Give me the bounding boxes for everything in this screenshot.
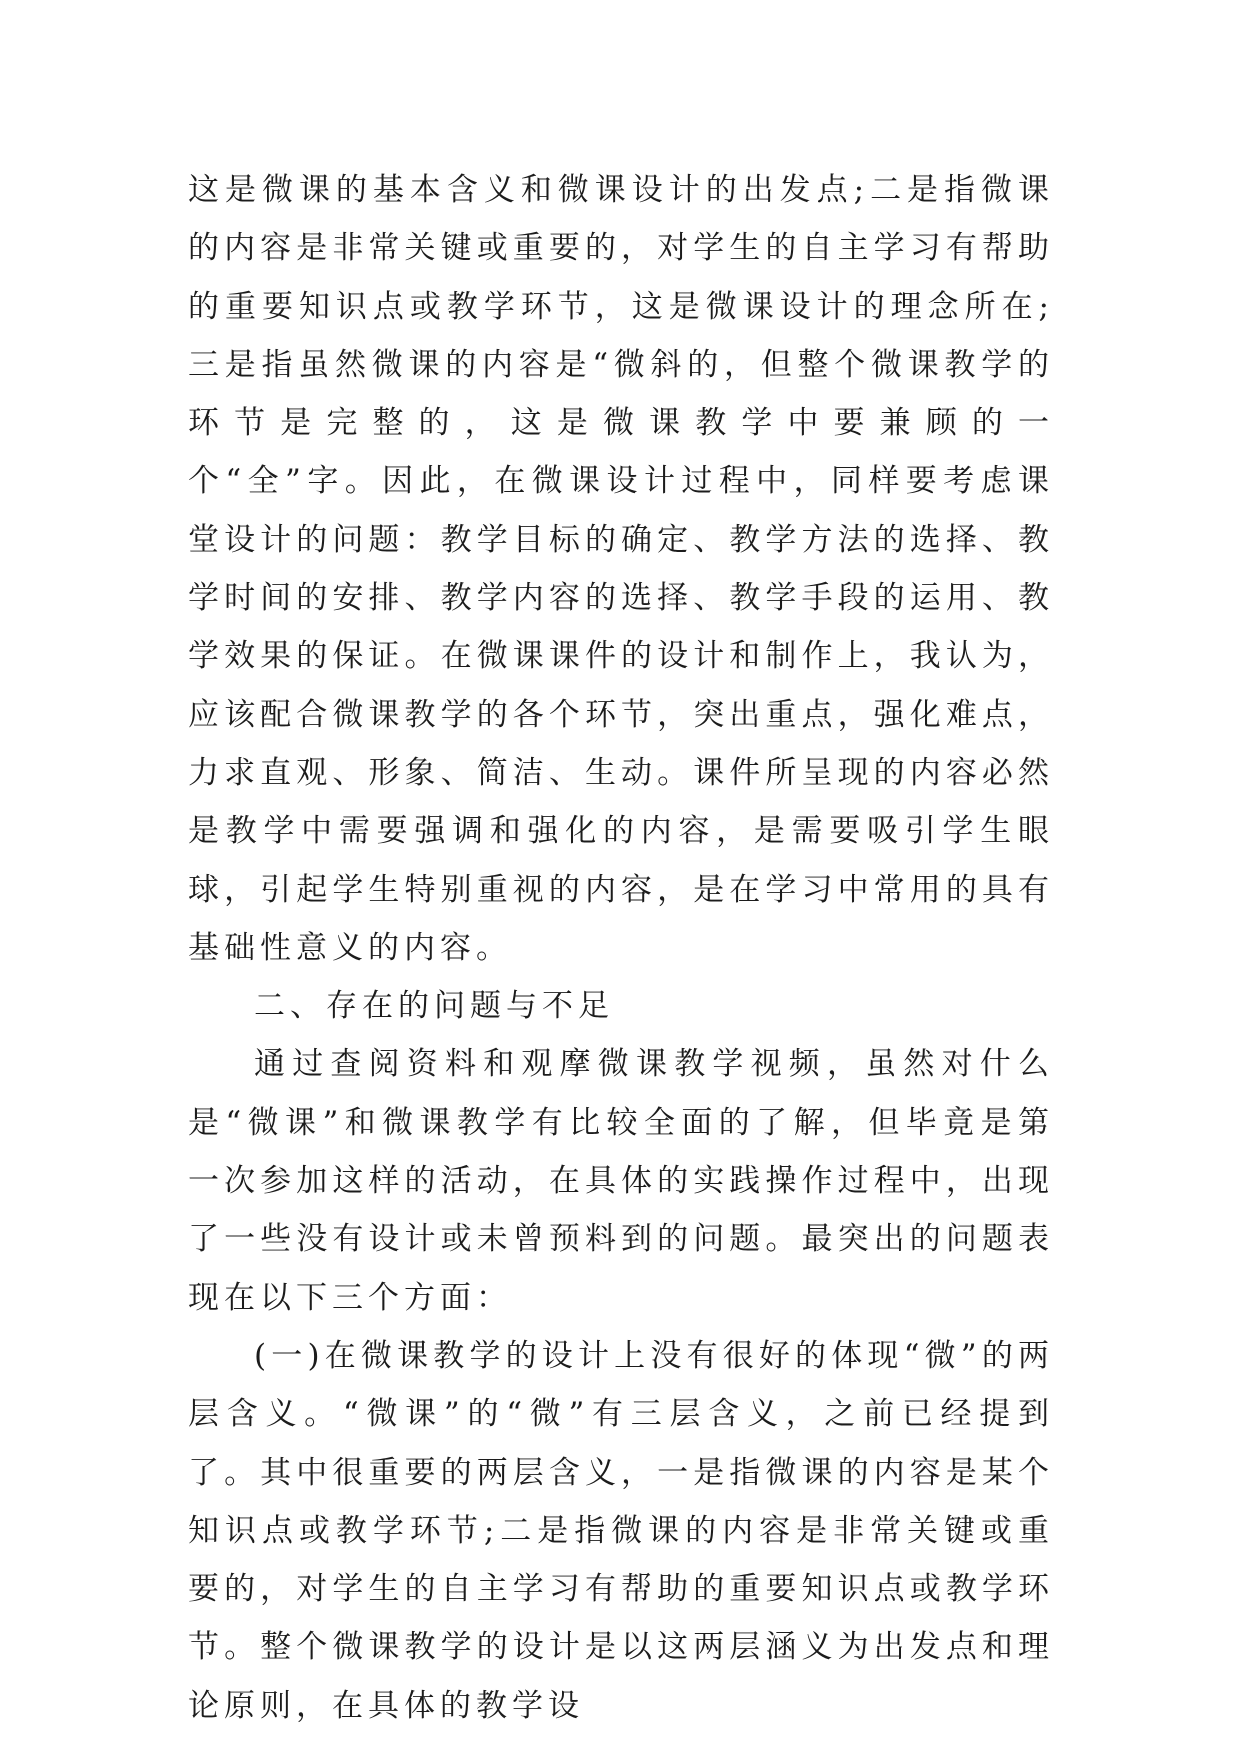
paragraph-problems-intro: 通过查阅资料和观摩微课教学视频，虽然对什么是“微课”和微课教学有比较全面的了解，但毕竟是第一次参加这样的活动，在具体的实践操作过程中，出现了一些没有设计或未曾预料到的问题。最突出的问题表现在以下三个方面： <box>188 1046 1054 1316</box>
body-text <box>188 161 1054 1735</box>
paragraph-problem-one: (一)在微课教学的设计上没有很好的体现“微”的两层含义。“微课”的“微”有三层含义，之前已经提到了。其中很重要的两层含义，一是指微课的内容是某个知识点或教学环节;二是指微课的内容是非常关键或重要的，对学生的自主学习有帮助的重要知识点或教学环节。整个微课教学的设计是以这两层涵义为出发点和理论原则，在具体的教学设 <box>188 1337 1054 1724</box>
section-heading: 二、存在的问题与不足 <box>254 988 614 1025</box>
paragraph-continuation: 这是微课的基本含义和微课设计的出发点;二是指微课的内容是非常关键或重要的，对学生的自主学习有帮助的重要知识点或教学环节，这是微课设计的理念所在;三是指虽然微课的内容是“微斜的，但整个微课教学的环节是完整的，这是微课教学中要兼顾的一个“全”字。因此，在微课设计过程中，同样要考虑课堂设计的问题：教学目标的确定、教学方法的选择、教学时间的安排、教学内容的选择、教学手段的运用、教学效果的保证。在微课课件的设计和制作上，我认为，应该配合微课教学的各个环节，突出重点，强化难点，力求直观、形象、简洁、生动。课件所呈现的内容必然是教学中需要强调和强化的内容，是需要吸引学生眼球，引起学生特别重视的内容，是在学习中常用的具有基础性意义的内容。 <box>188 172 1054 966</box>
